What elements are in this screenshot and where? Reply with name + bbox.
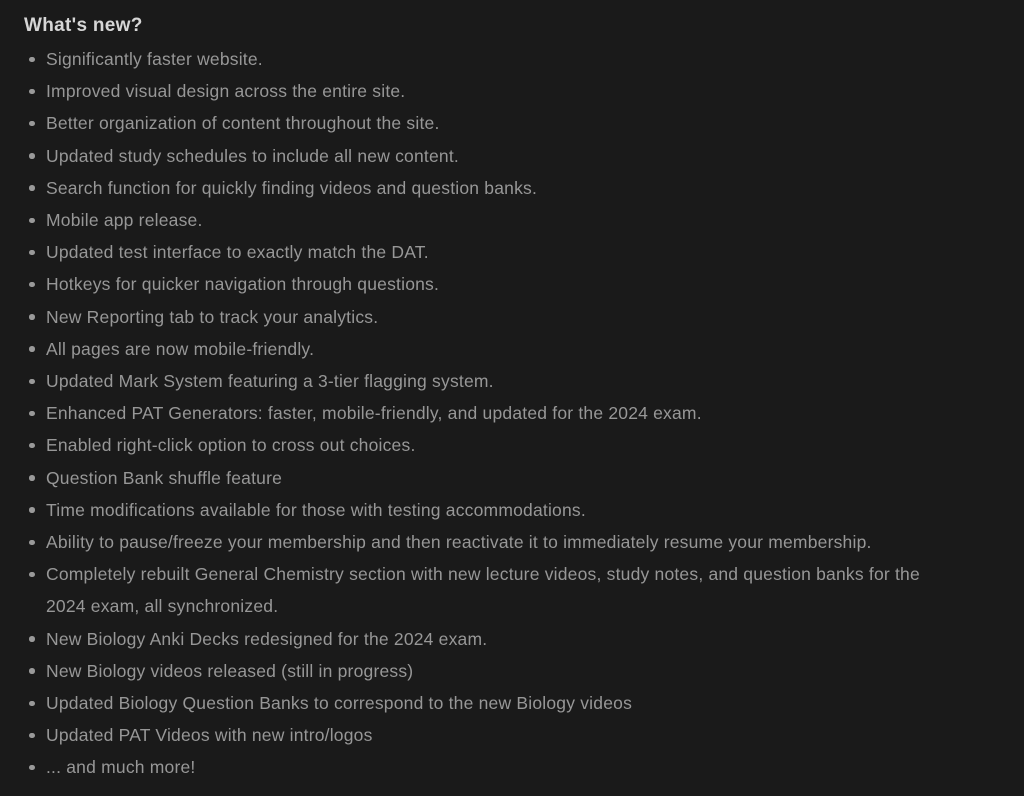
bullet-icon [29, 346, 35, 352]
list-item-text: Better organization of content throughout the site. [46, 113, 440, 134]
list-item-text: Search function for quickly finding videos and question banks. [46, 177, 538, 198]
bullet-icon [29, 636, 35, 642]
list-item-text: New Biology videos released (still in progress) [46, 660, 414, 681]
list-item-text: ... and much more! [46, 757, 196, 778]
list-item [24, 301, 929, 333]
list-item-text: Time modifications available for those with testing accommodations. [46, 499, 586, 520]
whats-new-list [24, 43, 1000, 784]
list-item [24, 107, 929, 139]
list-item [24, 494, 929, 526]
bullet-icon [29, 765, 35, 771]
list-item [24, 558, 929, 622]
list-item [24, 333, 929, 365]
list-item-text: Improved visual design across the entire site. [46, 81, 406, 102]
bullet-icon [29, 668, 35, 674]
list-item-text: Mobile app release. [46, 210, 203, 231]
list-item [24, 204, 929, 236]
bullet-icon [29, 218, 35, 224]
bullet-icon [29, 57, 35, 63]
list-item [24, 268, 929, 300]
bullet-icon [29, 250, 35, 256]
bullet-icon [29, 379, 35, 385]
bullet-icon [29, 185, 35, 191]
list-item-text: New Biology Anki Decks redesigned for the 2024 exam. [46, 628, 488, 649]
list-item-text: Ability to pause/freeze your membership and then reactivate it to immediately resume your membership. [46, 532, 872, 553]
list-item [24, 526, 929, 558]
list-item [24, 365, 929, 397]
list-item-text: Updated test interface to exactly match the DAT. [46, 242, 429, 263]
list-item-text: Hotkeys for quicker navigation through questions. [46, 274, 440, 295]
list-item-text: Enabled right-click option to cross out choices. [46, 435, 416, 456]
list-item [24, 655, 929, 687]
page-title: What's new? [24, 15, 143, 36]
list-item [24, 751, 929, 783]
bullet-icon [29, 507, 35, 513]
bullet-icon [29, 411, 35, 417]
list-item-text: Updated study schedules to include all new content. [46, 145, 459, 166]
list-item [24, 429, 929, 461]
list-item [24, 397, 929, 429]
list-item-text: Question Bank shuffle feature [46, 467, 283, 488]
bullet-icon [29, 282, 35, 288]
list-item-text: Enhanced PAT Generators: faster, mobile-friendly, and updated for the 2024 exam. [46, 403, 702, 424]
list-item-text: Updated Biology Question Banks to correspond to the new Biology videos [46, 693, 633, 714]
bullet-icon [29, 153, 35, 159]
bullet-icon [29, 475, 35, 481]
bullet-icon [29, 89, 35, 95]
bullet-icon [29, 701, 35, 707]
list-item [24, 43, 929, 75]
list-item [24, 623, 929, 655]
list-item-text: Completely rebuilt General Chemistry section with new lecture videos, study notes, and question banks for the 2024 exam, all synchronized. [46, 564, 920, 617]
list-item-text: All pages are now mobile-friendly. [46, 338, 315, 359]
list-item-text: New Reporting tab to track your analytics. [46, 306, 379, 327]
bullet-icon [29, 733, 35, 739]
list-item [24, 172, 929, 204]
bullet-icon [29, 121, 35, 127]
list-item-text: Updated Mark System featuring a 3-tier flagging system. [46, 371, 494, 392]
list-item [24, 236, 929, 268]
bullet-icon [29, 443, 35, 449]
list-item [24, 140, 929, 172]
list-item-text: Significantly faster website. [46, 49, 263, 69]
list-item-text: Updated PAT Videos with new intro/logos [46, 725, 373, 746]
list-item [24, 462, 929, 494]
list-item [24, 75, 929, 107]
bullet-icon [29, 540, 35, 546]
bullet-icon [29, 572, 35, 578]
list-item [24, 687, 929, 719]
bullet-icon [29, 314, 35, 320]
list-item [24, 719, 929, 751]
